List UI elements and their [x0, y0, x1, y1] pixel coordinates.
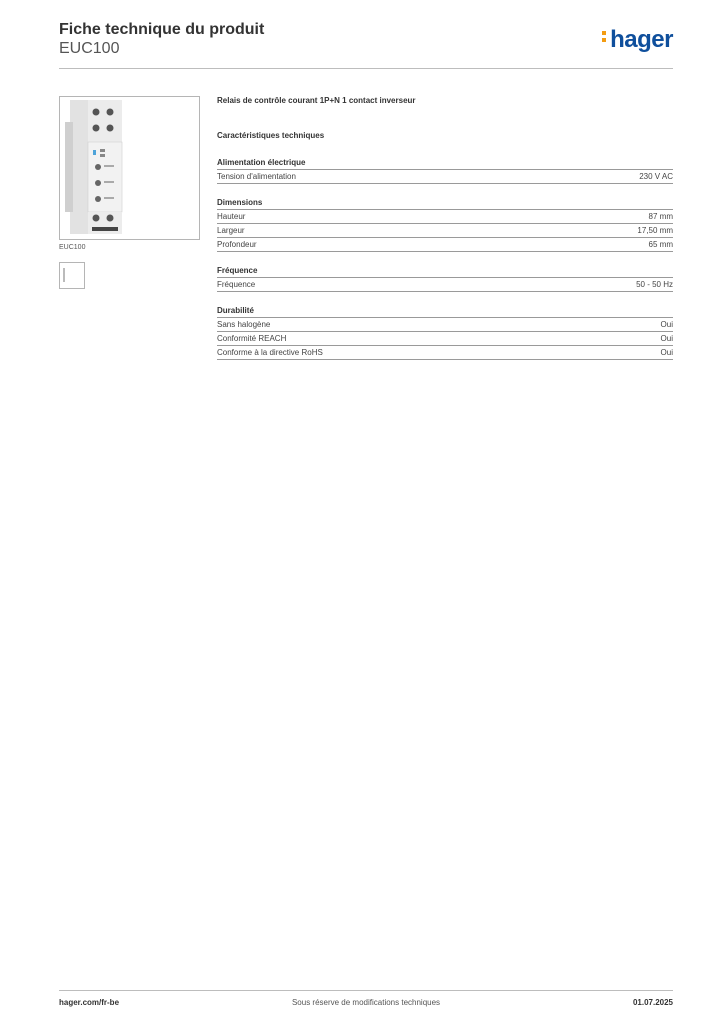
spec-row — [217, 224, 673, 238]
spec-row — [217, 346, 673, 360]
logo-text: hager — [610, 26, 673, 53]
spec-value: 17,50 mm — [637, 226, 673, 235]
hager-logo — [602, 26, 673, 54]
spec-value: Oui — [660, 320, 673, 329]
spec-label: Largeur — [217, 226, 245, 235]
footer-date: 01.07.2025 — [632, 998, 673, 1007]
footer-website[interactable]: hager.com/fr-be — [59, 998, 120, 1007]
spec-value: 230 V AC — [639, 172, 673, 181]
spec-value: Oui — [660, 334, 673, 343]
group-title-alimentation: Alimentation électrique — [217, 158, 673, 170]
spec-label: Fréquence — [217, 280, 256, 289]
group-title-dimensions: Dimensions — [217, 198, 673, 210]
thumbnail-icon — [60, 263, 84, 288]
section-title: Caractéristiques techniques — [217, 131, 325, 140]
spec-label: Tension d'alimentation — [217, 172, 296, 181]
spec-label: Conforme à la directive RoHS — [217, 348, 323, 357]
page-title: Fiche technique du produit — [59, 21, 265, 38]
logo-colon-icon — [602, 28, 608, 45]
spec-value: 87 mm — [648, 212, 673, 221]
footer-divider — [59, 990, 673, 991]
spec-row — [217, 332, 673, 346]
header-divider — [59, 68, 673, 69]
spec-label: Profondeur — [217, 240, 257, 249]
spec-row — [217, 210, 673, 224]
image-caption: EUC100 — [59, 244, 86, 251]
relay-module-icon — [60, 97, 199, 239]
product-reference: EUC100 — [59, 40, 120, 57]
spec-row — [217, 170, 673, 184]
spec-value: Oui — [660, 348, 673, 357]
spec-label: Conformité REACH — [217, 334, 287, 343]
product-description: Relais de contrôle courant 1P+N 1 contact inverseur — [217, 96, 416, 105]
spec-value: 65 mm — [648, 240, 673, 249]
group-title-durabilite: Durabilité — [217, 306, 673, 318]
page-header — [59, 20, 673, 58]
footer-notice: Sous réserve de modifications techniques — [291, 998, 441, 1007]
spec-label: Hauteur — [217, 212, 246, 221]
thumbnail-image — [59, 262, 85, 289]
product-image — [59, 96, 200, 240]
spec-label: Sans halogène — [217, 320, 271, 329]
group-title-frequence: Fréquence — [217, 266, 673, 278]
spec-value: 50 - 50 Hz — [636, 280, 673, 289]
spec-row — [217, 238, 673, 252]
spec-row — [217, 318, 673, 332]
product-content — [217, 96, 673, 360]
spec-row — [217, 278, 673, 292]
